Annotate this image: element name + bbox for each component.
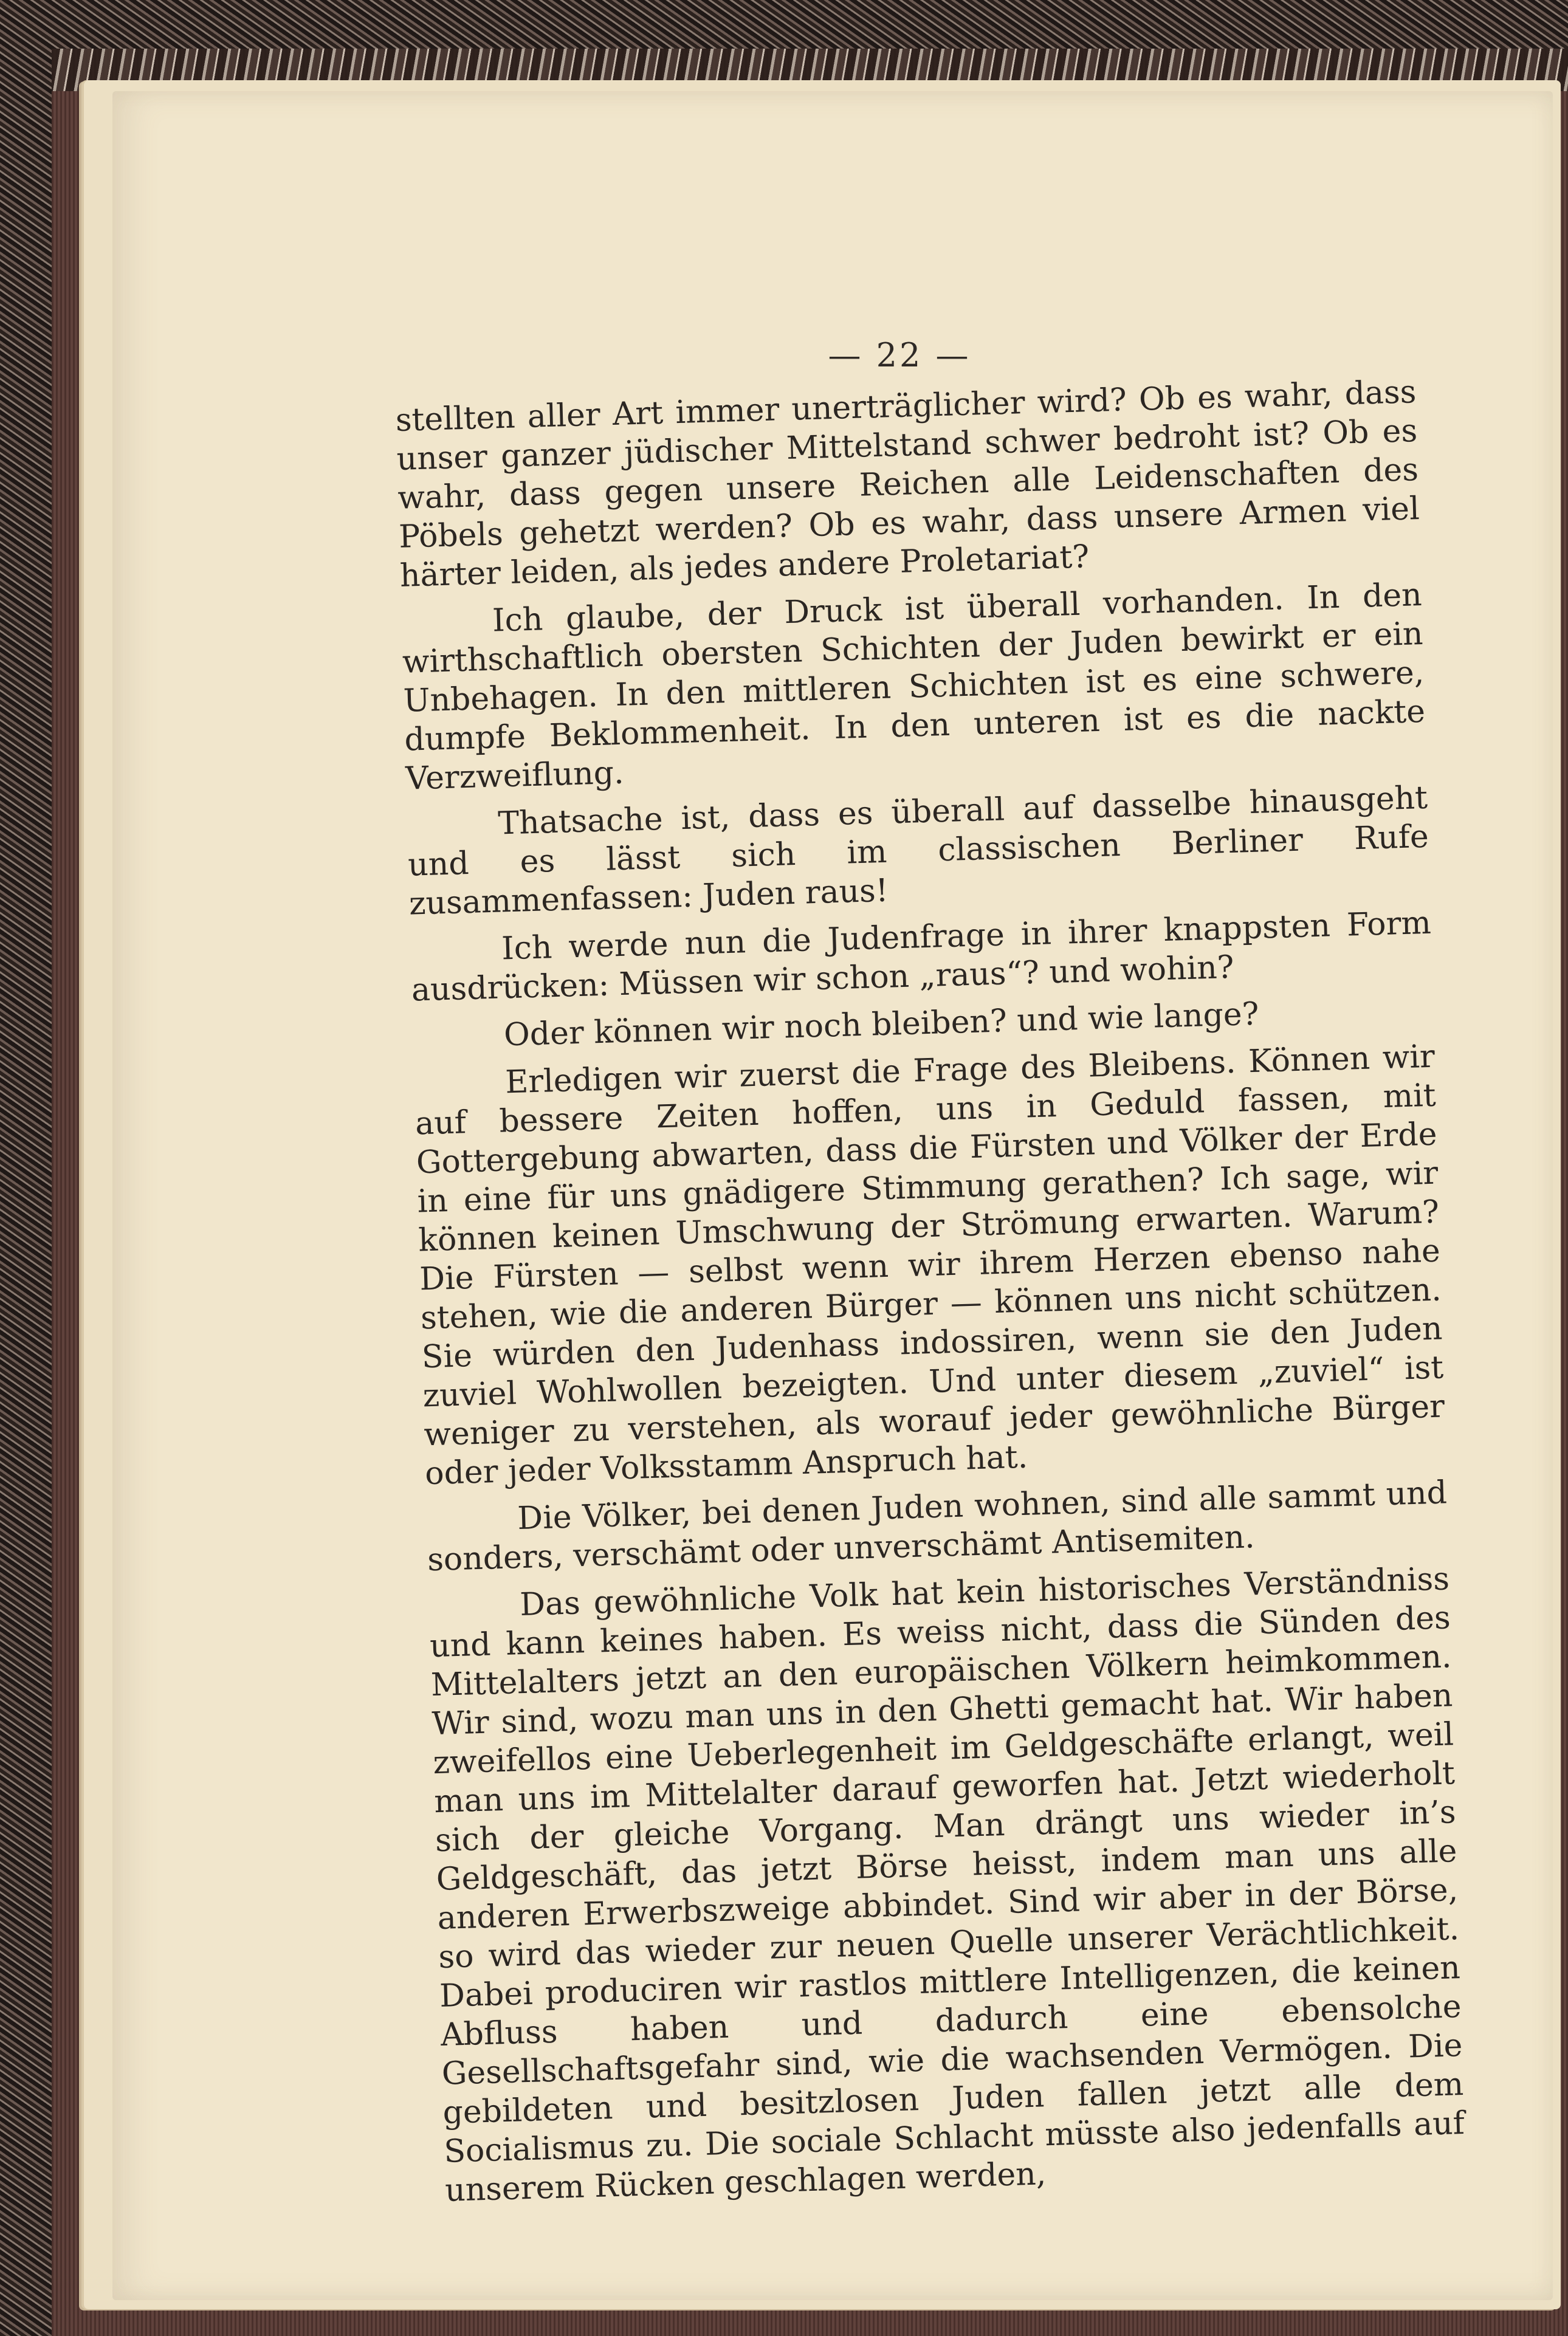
paragraph-3: Thatsache ist, dass es überall auf dasselbe hinausgeht und es lässt sich im classischen Berliner Rufe zusammenfassen: Juden raus! [407,779,1429,922]
paragraph-8: Das gewöhnliche Volk hat kein historisches Verständniss und kann keines haben. Es weiss nicht, dass die Sünden des Mittelalters jetzt an den europäischen Völkern heimkommen. Wir sind, wozu man uns in den Ghetti gemacht hat. Wir haben zweifellos eine Ueberlegenheit im Geldgeschäfte erlangt, weil man uns im Mittelalter darauf geworfen hat. Jetzt wiederholt sich der gleiche Vorgang. Man drängt uns wieder in’s Geldgeschäft, das jetzt Börse heisst, indem man uns alle anderen Erwerbszweige abbindet. Sind wir aber in der Börse, so wird das wieder zur neuen Quelle unserer Verächtlichkeit. Dabei produciren wir rastlos mittlere Intelligenzen, die keinen Abfluss haben und dadurch eine ebensolche Gesellschaftsgefahr sind, wie die wachsenden Vermögen. Die gebildeten und besitzlosen Juden fallen jetzt alle dem Socialismus zu. Die sociale Schlacht müsste also jedenfalls auf unserem Rücken geschlagen werden, [429,1561,1465,2209]
paragraph-7: Die Völker, bei denen Juden wohnen, sind alle sammt und sonders, verschämt oder unverschämt Antisemiten. [427,1474,1448,1579]
body-text [395,373,1467,2219]
paragraph-1: stellten aller Art immer unerträglicher wird? Ob es wahr, dass unser ganzer jüdischer Mittelstand schwer bedroht ist? Ob es wahr, dass gegen unsere Reichen alle Leidenschaften des Pöbels gehetzt werden? Ob es wahr, dass unsere Armen viel härter leiden, als jedes andere Proletariat? [395,374,1420,594]
paragraph-4: Ich werde nun die Judenfrage in ihrer knappsten Form ausdrücken: Müssen wir schon „raus“? und wohin? [411,904,1432,1009]
paragraph-6: Erledigen wir zuerst die Frage des Bleibens. Können wir auf bessere Zeiten hoffen, uns in Geduld fassen, mit Gottergebung abwarten, dass die Fürsten und Völker der Erde in eine für uns gnädigere Stimmung gerathen? Ich sage, wir können keinen Umschwung der Strömung erwarten. Warum? Die Fürsten — selbst wenn wir ihrem Herzen ebenso nahe stehen, wie die anderen Bürger — können uns nicht schützen. Sie würden den Judenhass indossiren, wenn sie den Juden zuviel Wohlwollen bezeigten. Und unter diesem „zuviel“ ist weniger zu verstehen, als worauf jeder gewöhnliche Bürger oder jeder Volksstamm Anspruch hat. [414,1038,1445,1493]
paragraph-2: Ich glaube, der Druck ist überall vorhanden. In den wirthschaftlich obersten Schichten der Juden bewirkt er ein Unbehagen. In den mittleren Schichten ist es eine schwere, dumpfe Beklommenheit. In den unteren ist es die nackte Verzweiflung. [402,576,1426,797]
page-number: — 22 — [828,336,971,374]
paragraph-5: Oder können wir noch bleiben? und wie lange? [503,995,1260,1054]
